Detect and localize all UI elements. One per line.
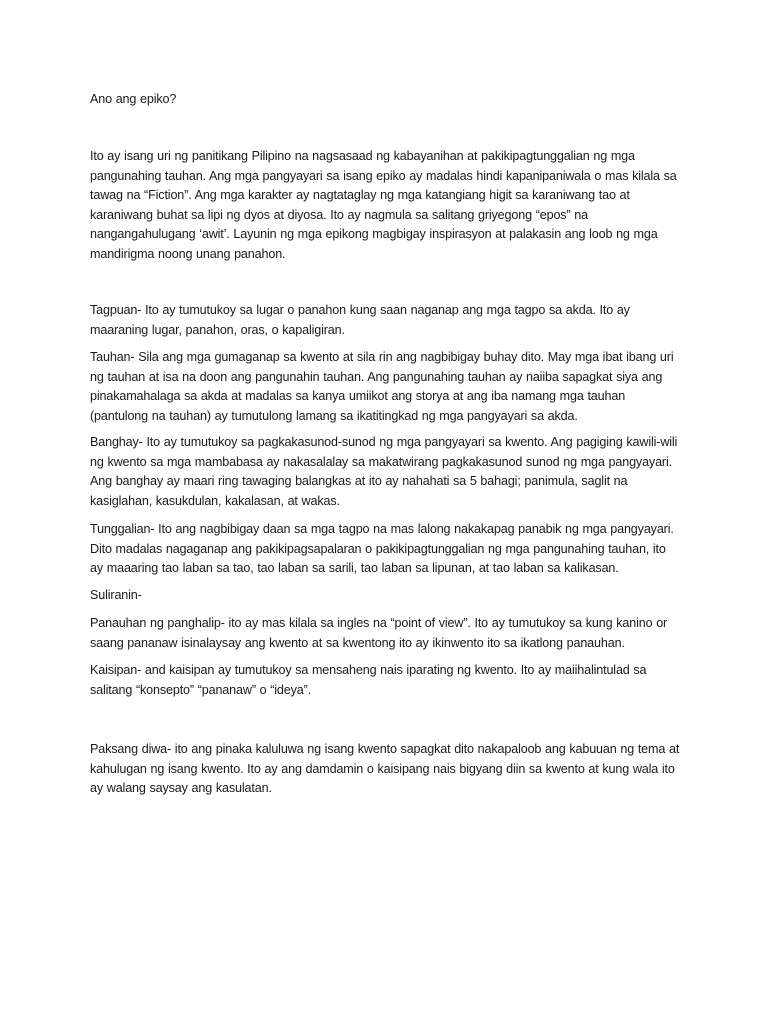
document-page: [90, 0, 680, 1024]
banghay-paragraph: Banghay- Ito ay tumutukoy sa pagkakasunod-sunod ng mga pangyayari sa kwento. Ang pagiging kawili-wili ng kwento sa mga mambabasa ay nakasalalay sa makatwirang pagkakasunod sunod ng mga pangyayari. Ang banghay ay maari ring tawaging balangkas at ito ay nahahati sa 5 bahagi; panimula, saglit na kasiglahan, kasukdulan, kakalasan, at wakas.: [90, 435, 678, 508]
suliranin-paragraph: Suliranin-: [90, 588, 142, 602]
page-title: Ano ang epiko?: [90, 92, 177, 106]
tunggalian-paragraph: Tunggalian- Ito ang nagbibigay daan sa mga tagpo na mas lalong nakakapag panabik ng mga pangyayari. Dito madalas nagaganap ang pakikipagsapalaran o pakikipagtunggalian ng mga pangunahing tauhan, ito ay maaaring tao laban sa tao, tao laban sa sarili, tao laban sa lipunan, at tao laban sa kalikasan.: [90, 522, 674, 576]
paksang-diwa-paragraph: Paksang diwa- ito ang pinaka kaluluwa ng isang kwento sapagkat dito nakapaloob ang kabuuan ng tema at kahulugan ng isang kwento. Ito ay ang damdamin o kaisipang nais bigyang diin sa kwento at kung wala ito ay walang saysay ang kasulatan.: [90, 742, 680, 796]
intro-paragraph: Ito ay isang uri ng panitikang Pilipino na nagsasaad ng kabayanihan at pakikipagtunggalian ng mga pangunahing tauhan. Ang mga pangyayari sa isang epiko ay madalas hindi kapanipaniwala o mas kilala sa tawag na “Fiction”. Ang mga karakter ay nagtataglay ng mga katangiang higit sa karaniwang tao at karaniwang buhat sa lipi ng dyos at diyosa. Ito ay nagmula sa salitang griyegong “epos” na nangangahulugang ‘awit’. Layunin ng mga epikong magbigay inspirasyon at palakasin ang loob ng mga mandirigma noong unang panahon.: [90, 149, 677, 261]
tagpuan-paragraph: Tagpuan- Ito ay tumutukoy sa lugar o panahon kung saan naganap ang mga tagpo sa akda. Ito ay maaraning lugar, panahon, oras, o kapaligiran.: [90, 303, 630, 337]
panauhan-paragraph: Panauhan ng panghalip- ito ay mas kilala sa ingles na “point of view”. Ito ay tumutukoy sa kung kanino or saang pananaw isinalaysay ang kwento at sa kwentong ito ay ikinwento ito sa ikatlong panauhan.: [90, 616, 668, 650]
tauhan-paragraph: Tauhan- Sila ang mga gumaganap sa kwento at sila rin ang nagbibigay buhay dito. May mga ibat ibang uri ng tauhan at isa na doon ang pangunahin tauhan. Ang pangunahing tauhan ay naiiba sapagkat siya ang pinakamahalaga sa akda at madalas sa kanya umiikot ang storya at ang iba namang mga tauhan (pantulong na tauhan) ay tumutulong lamang sa ikatitingkad ng mga pangyayari sa akda.: [90, 350, 674, 423]
kaisipan-paragraph: Kaisipan- and kaisipan ay tumutukoy sa mensaheng nais iparating ng kwento. Ito ay maiihalintulad sa salitang “konsepto” “pananaw” o “ideya”.: [90, 663, 647, 697]
